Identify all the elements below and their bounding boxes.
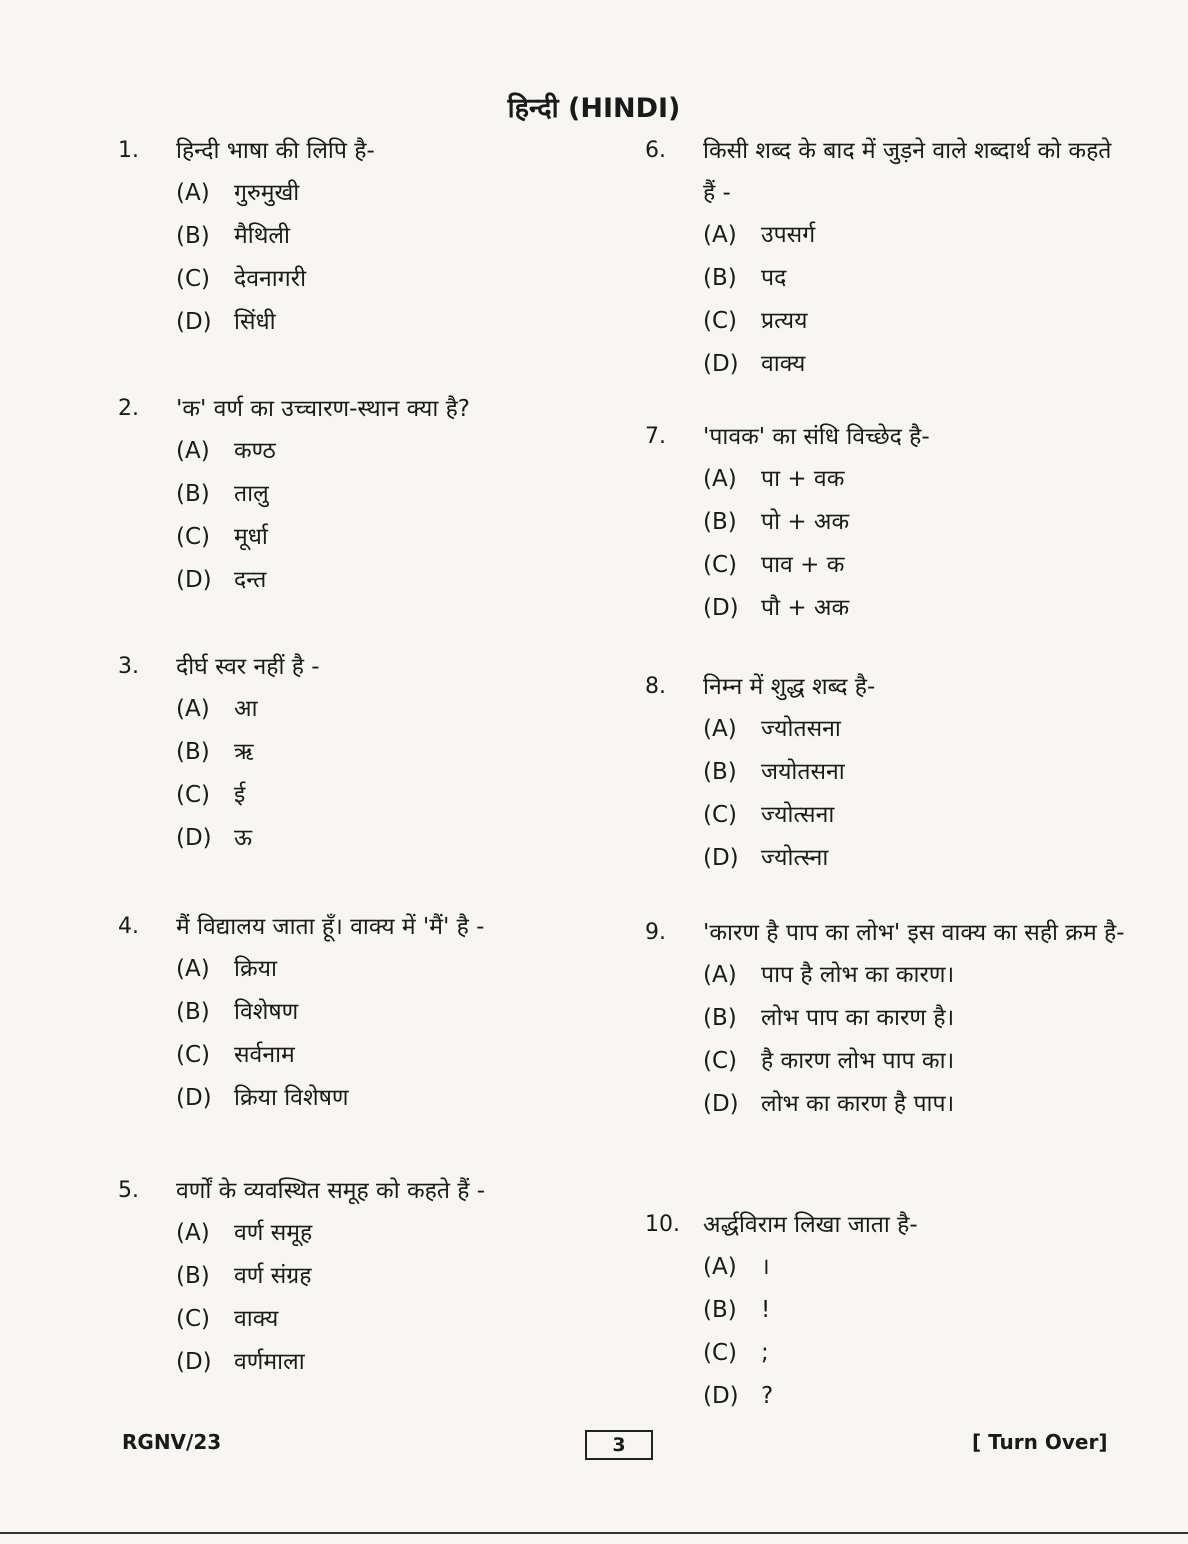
option-label: (C)	[176, 782, 211, 808]
question-5	[118, 1170, 485, 1384]
question-text: किसी शब्द के बाद में जुड़ने वाले शब्दार्थ को कहते हैं -	[703, 138, 1112, 206]
option-label: (C)	[176, 1042, 211, 1068]
option-text: आ	[234, 696, 258, 722]
option-text: ऋ	[234, 739, 254, 765]
option-label: (D)	[703, 351, 739, 377]
option-label: (D)	[703, 1383, 739, 1409]
option-label: (B)	[176, 739, 210, 765]
question-text: 'क' वर्ण का उच्चारण-स्थान क्या है?	[176, 396, 471, 422]
option-text: देवनागरी	[234, 266, 307, 292]
option-label: (A)	[703, 1254, 737, 1280]
option-text: सिंधी	[234, 309, 276, 335]
option-label: (A)	[703, 466, 737, 492]
option-label: (B)	[703, 265, 737, 291]
option-label: (C)	[703, 1048, 738, 1074]
option-c[interactable]	[176, 1034, 484, 1077]
option-label: (D)	[176, 1349, 212, 1375]
question-text: निम्न में शुद्ध शब्द है-	[703, 674, 876, 700]
option-d[interactable]	[703, 587, 930, 630]
option-text: उपसर्ग	[761, 222, 816, 248]
option-text: कण्ठ	[234, 438, 276, 464]
option-d[interactable]	[703, 1375, 918, 1418]
option-a[interactable]	[703, 708, 875, 751]
option-d[interactable]	[176, 559, 470, 602]
option-label: (A)	[176, 438, 210, 464]
option-a[interactable]	[176, 688, 320, 731]
option-label: (A)	[703, 962, 737, 988]
option-text: क्रिया	[234, 956, 277, 982]
option-text: ।	[761, 1254, 770, 1280]
option-a[interactable]	[703, 954, 1125, 997]
paper-code: RGNV/23	[122, 1430, 222, 1454]
option-text: ज्योतसना	[761, 716, 841, 742]
option-d[interactable]	[703, 837, 875, 880]
option-c[interactable]	[703, 1040, 1125, 1083]
option-c[interactable]	[176, 258, 375, 301]
question-7	[645, 416, 930, 630]
option-d[interactable]	[176, 817, 320, 860]
question-number: 3.	[118, 654, 139, 679]
option-text: पाव + क	[761, 552, 845, 578]
question-6	[645, 130, 1125, 386]
option-b[interactable]	[703, 751, 875, 794]
option-label: (A)	[176, 1220, 210, 1246]
option-text: जयोतसना	[761, 759, 845, 785]
option-label: (D)	[703, 845, 739, 871]
option-c[interactable]	[703, 300, 1125, 343]
option-a[interactable]	[703, 458, 930, 501]
option-text: ?	[761, 1383, 774, 1409]
question-number: 4.	[118, 914, 139, 939]
option-a[interactable]	[176, 948, 484, 991]
question-text: 'कारण है पाप का लोभ' इस वाक्य का सही क्रम है-	[703, 920, 1125, 946]
option-b[interactable]	[176, 991, 484, 1034]
option-label: (B)	[703, 1005, 737, 1031]
option-text: पो + अक	[761, 509, 850, 535]
option-label: (D)	[176, 309, 212, 335]
option-label: (B)	[176, 999, 210, 1025]
option-c[interactable]	[176, 516, 470, 559]
option-text: मैथिली	[234, 223, 290, 249]
option-text: विशेषण	[234, 999, 299, 1025]
option-d[interactable]	[703, 1083, 1125, 1126]
question-8	[645, 666, 875, 880]
option-label: (D)	[176, 567, 212, 593]
question-number: 5.	[118, 1178, 139, 1203]
page-number: 3	[585, 1430, 653, 1460]
question-text: 'पावक' का संधि विच्छेद है-	[703, 424, 930, 450]
option-label: (C)	[176, 266, 211, 292]
option-text: लोभ पाप का कारण है।	[761, 1005, 955, 1031]
question-text: दीर्घ स्वर नहीं है -	[176, 654, 320, 680]
question-text: हिन्दी भाषा की लिपि है-	[176, 138, 375, 164]
option-c[interactable]	[703, 1332, 918, 1375]
question-number: 1.	[118, 138, 139, 163]
question-4	[118, 906, 484, 1120]
option-b[interactable]	[176, 473, 470, 516]
option-b[interactable]	[176, 215, 375, 258]
option-text: लोभ का कारण है पाप।	[761, 1091, 955, 1117]
option-text: पौ + अक	[761, 595, 850, 621]
option-label: (C)	[703, 802, 738, 828]
option-label: (B)	[703, 759, 737, 785]
option-text: प्रत्यय	[761, 308, 808, 334]
option-text: गुरुमुखी	[234, 180, 300, 206]
question-3	[118, 646, 320, 860]
option-text: पाप है लोभ का कारण।	[761, 962, 955, 988]
option-c[interactable]	[703, 544, 930, 587]
option-text: है कारण लोभ पाप का।	[761, 1048, 955, 1074]
option-label: (C)	[176, 524, 211, 550]
option-label: (B)	[176, 481, 210, 507]
option-a[interactable]	[176, 172, 375, 215]
question-number: 2.	[118, 396, 139, 421]
question-10	[645, 1204, 918, 1418]
option-text: !	[761, 1297, 771, 1323]
option-d[interactable]	[176, 1077, 484, 1120]
option-text: वाक्य	[234, 1306, 279, 1332]
option-text: वाक्य	[761, 351, 806, 377]
option-label: (A)	[703, 222, 737, 248]
option-b[interactable]	[176, 731, 320, 774]
option-a[interactable]	[703, 214, 1125, 257]
option-text: वर्ण संग्रह	[234, 1263, 312, 1289]
option-text: ई	[234, 782, 246, 808]
option-a[interactable]	[176, 430, 470, 473]
option-label: (C)	[176, 1306, 211, 1332]
option-label: (C)	[703, 1340, 738, 1366]
option-label: (C)	[703, 552, 738, 578]
option-label: (A)	[176, 180, 210, 206]
question-1	[118, 130, 375, 344]
option-text: क्रिया विशेषण	[234, 1085, 349, 1111]
option-text: वर्ण समूह	[234, 1220, 313, 1246]
option-b[interactable]	[703, 997, 1125, 1040]
option-text: सर्वनाम	[234, 1042, 295, 1068]
question-9	[645, 912, 1125, 1126]
option-text: वर्णमाला	[234, 1349, 305, 1375]
option-d[interactable]	[703, 343, 1125, 386]
question-number: 10.	[645, 1212, 680, 1237]
option-c[interactable]	[176, 774, 320, 817]
option-text: ज्योत्सना	[761, 802, 835, 828]
option-label: (D)	[703, 1091, 739, 1117]
option-text: दन्त	[234, 567, 267, 593]
option-label: (A)	[176, 696, 210, 722]
option-label: (B)	[703, 509, 737, 535]
question-2	[118, 388, 470, 602]
option-label: (A)	[703, 716, 737, 742]
option-label: (B)	[176, 1263, 210, 1289]
option-text: पद	[761, 265, 787, 291]
option-text: तालु	[234, 481, 269, 507]
question-number: 6.	[645, 138, 666, 163]
option-text: ऊ	[234, 825, 253, 851]
question-text: मैं विद्यालय जाता हूँ। वाक्य में 'मैं' है -	[176, 914, 485, 940]
option-label: (B)	[703, 1297, 737, 1323]
question-number: 9.	[645, 920, 666, 945]
option-b[interactable]	[176, 1255, 485, 1298]
option-text: ;	[761, 1340, 769, 1366]
option-text: मूर्धा	[234, 524, 268, 550]
option-d[interactable]	[176, 1341, 485, 1384]
bottom-border	[0, 1532, 1188, 1534]
option-c[interactable]	[176, 1298, 485, 1341]
option-label: (D)	[703, 595, 739, 621]
option-c[interactable]	[703, 794, 875, 837]
option-d[interactable]	[176, 301, 375, 344]
option-label: (C)	[703, 308, 738, 334]
option-text: पा + वक	[761, 466, 845, 492]
option-label: (A)	[176, 956, 210, 982]
option-b[interactable]	[703, 1289, 918, 1332]
question-text: वर्णों के व्यवस्थित समूह को कहते हैं -	[176, 1178, 486, 1204]
question-text: अर्द्धविराम लिखा जाता है-	[703, 1212, 918, 1238]
option-label: (B)	[176, 223, 210, 249]
option-label: (D)	[176, 1085, 212, 1111]
option-text: ज्योत्स्ना	[761, 845, 829, 871]
turn-over-label: [ Turn Over]	[972, 1430, 1108, 1454]
option-b[interactable]	[703, 257, 1125, 300]
option-b[interactable]	[703, 501, 930, 544]
option-a[interactable]	[176, 1212, 485, 1255]
option-a[interactable]	[703, 1246, 918, 1289]
question-number: 7.	[645, 424, 666, 449]
page-title: हिन्दी (HINDI)	[507, 93, 681, 124]
question-number: 8.	[645, 674, 666, 699]
option-label: (D)	[176, 825, 212, 851]
